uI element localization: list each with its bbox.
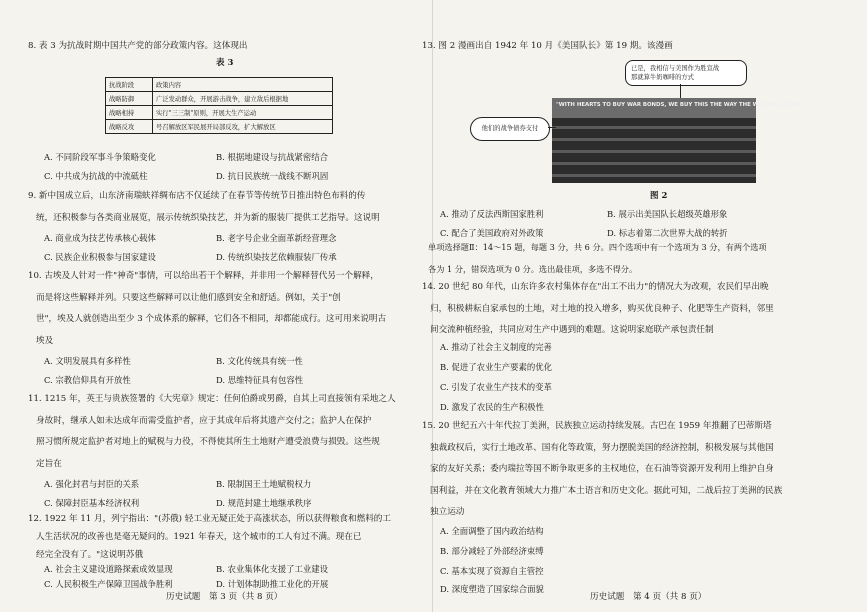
- q10-option-a: A. 文明发展具有多样性: [44, 356, 131, 366]
- q12-option-d: D. 计划体制助推工业化的开展: [216, 579, 329, 589]
- q14-stem-line: 间交流种植经验，共同应对生产中遇到的难题。这说明家庭联产承包责任制: [430, 325, 714, 335]
- q11-stem-line: 身故时，继承人如未达成年而需受监护者，应于其成年后将其遗产交付之；监护人在保护: [36, 415, 372, 426]
- q15-stem-line: 国利益，并在文化教育领域大力推广本土语言和历史文化。据此可知，二战后拉丁美洲的民族: [430, 485, 783, 496]
- q10-stem-line: 而是将这些解释并列。只要这些解释可以让他们感到安全和舒适。例如，关于"创: [36, 292, 341, 303]
- q9-stem-line: 9. 新中国成立后，山东济南瑞蚨祥绸布店不仅延续了在春节等传统节日推出特色布料的传: [28, 191, 366, 201]
- table-3-title: 表 3: [216, 58, 234, 68]
- q13-option-d: D. 标志着第二次世界大战的转折: [607, 228, 728, 238]
- q15-stem-line: 家的友好关系；委内瑞拉等国不断争取更多的主权地位，在石油等资源开发利用上维护自身: [430, 464, 774, 474]
- q14-stem-line: 14. 20 世纪 80 年代，山东许多农村集体存在"出工不出力"的情况大为改观，农民们早出晚: [422, 282, 769, 292]
- q10-stem-line: 10. 古埃及人针对一件"神奇"事情，可以给出若干个解释，并非用一个解释替代另一个解释，: [28, 271, 379, 281]
- question-9: [28, 186, 380, 229]
- q11-stem-line: 照习惯所规定监护者对地上的赋税与力役，不得使其所生土地财产遭受浪费与损毁。这些规: [36, 437, 380, 447]
- q9-stem-line: 统，还积极参与各类商业展览，展示传统织染技艺，并为新的服装厂提供工艺指导。这说明: [36, 212, 380, 223]
- q13-option-a: A. 推动了反法西斯国家胜利: [440, 209, 544, 219]
- page-footer-right: 历史试题 第 4 页（共 8 页）: [590, 592, 707, 602]
- q15-option-c: C. 基本实现了资源自主管控: [440, 566, 544, 576]
- cartoon-speech-bubble: [625, 60, 747, 86]
- table-cell: 实行"三三制"原则，开展大生产运动: [153, 106, 333, 120]
- section-instructions: [428, 237, 767, 280]
- table-row: [106, 120, 333, 134]
- q15-option-a: A. 全面调整了国内政治结构: [440, 526, 544, 536]
- q15-option-b: B. 部分减轻了外部经济束缚: [440, 546, 544, 556]
- question-14: [422, 277, 774, 342]
- table-header-cell: 政策内容: [153, 78, 333, 92]
- question-11: [28, 389, 396, 475]
- q15-option-d: D. 深度塑造了国家综合面貌: [440, 584, 544, 594]
- q11-option-b: B. 限制国王土地赋税权力: [216, 479, 312, 489]
- bubble-text-line: 已是，我相信与美国作为胜宣战: [631, 65, 720, 72]
- q12-option-a: A. 社会主义建设道路探索成效显现: [44, 564, 173, 574]
- question-8: [28, 36, 248, 58]
- question-10: [28, 266, 386, 352]
- q11-stem-line: 11. 1215 年，英王与贵族签署的《大宪章》规定：任何伯爵或男爵，自其上司直接领有采地之人: [28, 394, 396, 404]
- q10-option-c: C. 宗教信仰具有开放性: [44, 375, 131, 385]
- q10-option-d: D. 思维特征具有包容性: [216, 375, 304, 385]
- q11-option-c: C. 保障封臣基本经济权利: [44, 498, 140, 508]
- q13-option-c: C. 配合了美国政府对外政策: [440, 228, 544, 238]
- left-page: [0, 0, 432, 612]
- table-3: [105, 77, 333, 134]
- table-cell: 广泛发动群众，开展游击战争，建立敌后根据地: [153, 92, 333, 106]
- q9-option-a: A. 商业成为技艺传承核心载体: [44, 233, 156, 243]
- bubble-text-line: 那就算牛奶咖啡的方式: [631, 74, 694, 81]
- table-cell: 战略防御: [106, 92, 153, 106]
- cartoon-banner-text: "WITH HEARTS TO BUY WAR BONDS, WE BUY THIS THE WAY THE WAR WILL END!": [556, 102, 804, 108]
- table-cell: 号召解放区军民展开局部反攻，扩大解放区: [153, 120, 333, 134]
- q9-option-c: C. 民族企业积极参与国家建设: [44, 252, 156, 262]
- question-13: [422, 36, 673, 58]
- q14-option-c: C. 引发了农业生产技术的变革: [440, 382, 552, 392]
- q11-stem-line: 定旨在: [36, 458, 62, 469]
- page-footer-left: 历史试题 第 3 页（共 8 页）: [166, 592, 283, 602]
- table-header-row: [106, 78, 333, 92]
- figure-2-caption: 图 2: [650, 191, 668, 201]
- question-15: [422, 416, 782, 524]
- q14-option-b: B. 促进了农业生产要素的优化: [440, 362, 552, 372]
- cartoon-side-label: 他们的战争债券支付: [470, 117, 550, 141]
- section-line: 单项选择题Ⅱ：14～15 题，每题 3 分，共 6 分。四个选项中有一个选项为 3 分，有两个选项: [428, 242, 767, 252]
- q12-stem-line: 人生活状况的改善也是毫无疑问的。1921 年春天，这个城市的工人有过不满。现在已: [36, 532, 362, 542]
- table-row: [106, 92, 333, 106]
- q12-option-b: B. 农业集体化支援了工业建设: [216, 564, 328, 574]
- cartoon-image: [552, 98, 804, 183]
- label-pointer: [548, 127, 556, 128]
- question-12: [28, 510, 391, 564]
- q14-option-a: A. 推动了社会主义制度的完善: [440, 342, 552, 352]
- q14-option-d: D. 激发了农民的生产积极性: [440, 402, 544, 412]
- table-row: [106, 106, 333, 120]
- q12-stem-line: 12. 1922 年 11 月，列宁指出："(苏俄) 轻工业无疑正处于高涨状态，所以获得粮食和燃料的工: [28, 514, 391, 524]
- q8-option-b: B. 根据地建设与抗战紧密结合: [216, 152, 328, 162]
- q9-option-b: B. 老字号企业全面革新经营理念: [216, 233, 337, 243]
- q8-stem-line: 8. 表 3 为抗战时期中国共产党的部分政策内容。这体现出: [28, 41, 248, 51]
- q13-stem-line: 13. 图 2 漫画出自 1942 年 10 月《美国队长》第 19 期。该漫画: [422, 41, 673, 51]
- q10-stem-line: 世"，埃及人就创造出至少 3 个成体系的解释，它们各不相同，却都能成行。这可用来说明古: [36, 314, 387, 324]
- q10-option-b: B. 文化传统具有统一性: [216, 356, 303, 366]
- q11-option-d: D. 规范封建土地继承秩序: [216, 498, 312, 508]
- section-line: 各为 1 分，错误选项为 0 分。选出最佳项，多选不得分。: [428, 263, 638, 274]
- table-cell: 战略相持: [106, 106, 153, 120]
- q11-option-a: A. 强化封君与封臣的关系: [44, 479, 140, 489]
- table-header-cell: 抗战阶段: [106, 78, 153, 92]
- q15-stem-line: 独立运动: [430, 507, 465, 517]
- q14-stem-line: 归，积极耕耘自家承包的土地，对土地的投入增多，购买优良种子、化肥等生产资料，邻里: [430, 303, 774, 314]
- q12-option-c: C. 人民积极生产保障卫国战争胜利: [44, 579, 173, 589]
- q8-option-d: D. 抗日民族统一战线不断巩固: [216, 171, 329, 181]
- q12-stem-line: 经完全没有了。"这说明苏俄: [36, 550, 144, 560]
- q10-stem-line: 埃及: [36, 335, 54, 346]
- q15-stem-line: 独裁政权后，实行土地改革、国有化等政策，努力摆脱美国的经济控制，积极发展与其他国: [430, 442, 774, 453]
- table-cell: 战略反攻: [106, 120, 153, 134]
- q13-option-b: B. 展示出美国队长超级英雄形象: [607, 209, 728, 219]
- q9-option-d: D. 传统织染技艺依赖服装厂传承: [216, 252, 337, 262]
- q8-option-c: C. 中共成为抗战的中流砥柱: [44, 171, 148, 181]
- q15-stem-line: 15. 20 世纪五六十年代拉丁美洲，民族独立运动持续发展。古巴在 1959 年推翻了巴蒂斯塔: [422, 421, 772, 431]
- q8-option-a: A. 不同阶段军事斗争策略变化: [44, 152, 156, 162]
